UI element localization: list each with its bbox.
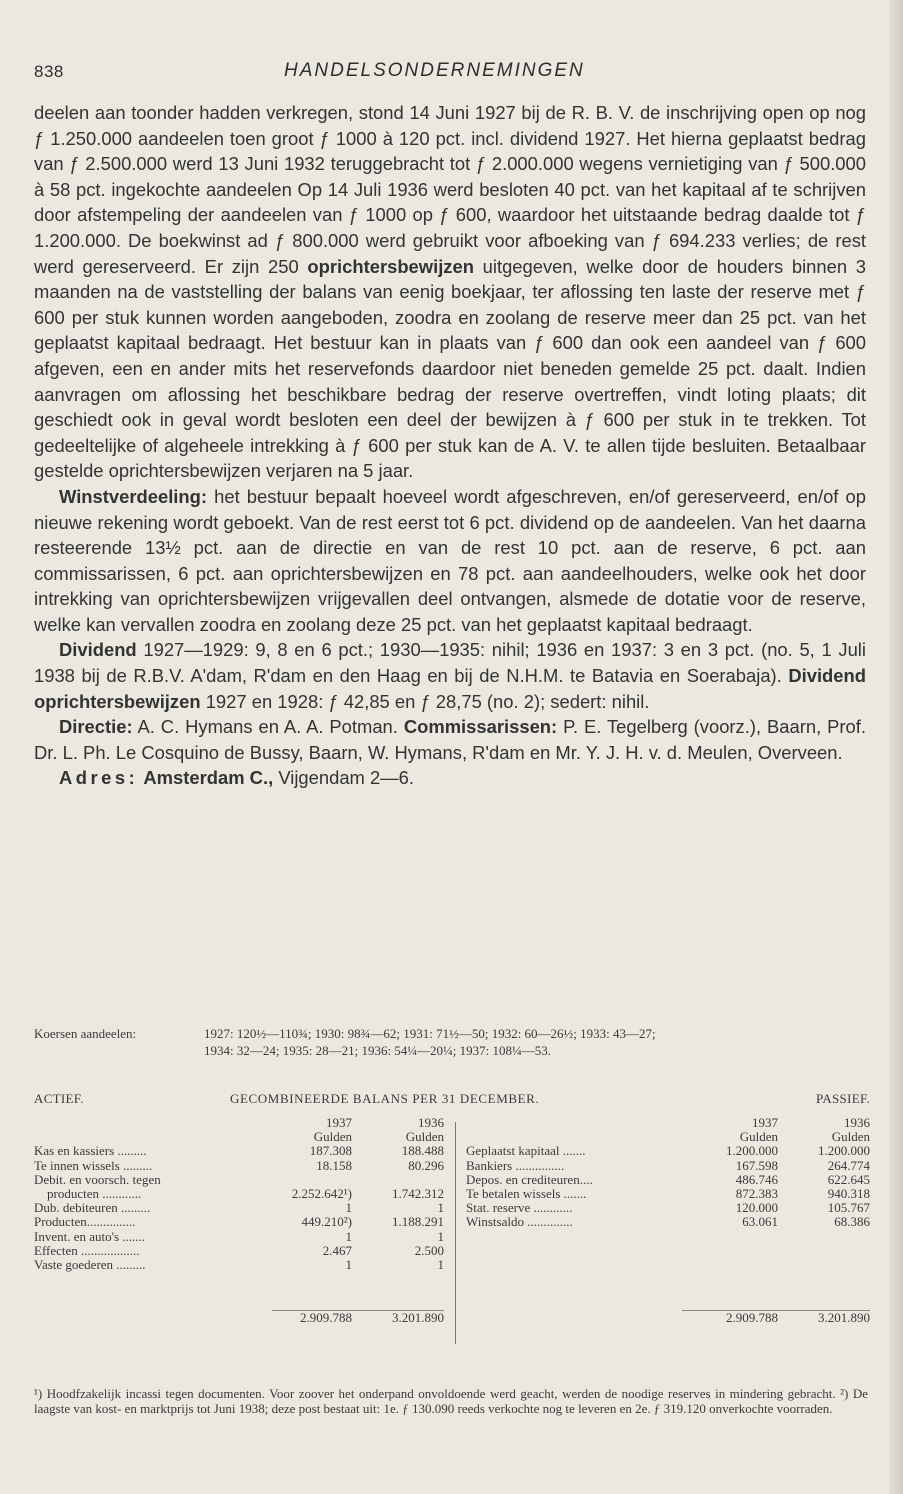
- share-prices-line-1: 1927: 120½—110¾; 1930: 98¾—62; 1931: 71½—50; 1932: 60—26½; 1933: 43—27;: [204, 1026, 656, 1041]
- value-1937: 872.383: [735, 1186, 778, 1202]
- value-1936: 1: [437, 1200, 444, 1216]
- paragraph-capital: deelen aan toonder hadden verkregen, stond 14 Juni 1927 bij de R. B. V. de inschrijving open op nog ƒ 1.250.000 aandeelen toen groot ƒ 1000 à 120 pct. incl. dividend 1927. Het hierna geplaatst bedrag van ƒ 2.500.000 werd 13 Juni 1932 teruggebracht tot ƒ 2.000.000 wegens vernietiging van ƒ 500.000 à 58 pct. ingekochte aandeelen Op 14 Juli 1936 werd besloten 40 pct. van het kapitaal af te schrijven door afstempeling der aandeelen van ƒ 1000 op ƒ 600, waardoor het uitstaande bedrag daalde tot ƒ 1.200.000. De boekwinst ad ƒ 800.000 werd gebruikt voor afboeking van ƒ 694.233 verlies; de rest werd gereserveerd. Er zijn 250 oprichtersbewijzen uitgegeven, welke door de houders binnen 3 maanden na de vaststelling der balans van eenig boekjaar, ter aflossing ten laste der reserve met ƒ 600 per stuk kunnen worden aangeboden, zoodra en zoolang de reserve meer dan 25 pct. van het geplaatst kapitaal bedraagt. Het bestuur kan in plaats van ƒ 600 dan ook een aandeel van ƒ 600 afgeven, een en ander mits het reservefonds daardoor niet beneden gemelde 25 pct. daalt. Indien aanvragen om aflossing het beschikbare bedrag der reserve overtreffen, vindt loting plaats; dit geschiedt ook in geval wordt besloten een deel der bewijzen à ƒ 600 per stuk in te trekken. Tot gedeeltelijke of algeheele intrekking à ƒ 600 per stuk kan de A. V. te allen tijde besluiten. Betaalbaar gestelde oprichtersbewijzen verjaren na 5 jaar.: [34, 102, 866, 482]
- value-1937: 486.746: [735, 1171, 778, 1187]
- term-oprichtersbewijzen: oprichtersbewijzen: [307, 255, 474, 277]
- value-1936: 188.488: [401, 1143, 444, 1159]
- table-row: [34, 1159, 444, 1173]
- total-1937: 2.909.788: [682, 1310, 778, 1325]
- table-row: [34, 1173, 444, 1187]
- label-dividend: Dividend: [59, 639, 137, 661]
- year-header: 1936: [844, 1115, 870, 1130]
- unit-header: Gulden: [405, 1129, 444, 1145]
- share-prices: [34, 1025, 868, 1059]
- row-label: Winstsaldo ..............: [466, 1215, 573, 1230]
- table-row: [466, 1144, 870, 1158]
- paragraph-winstverdeeling: Winstverdeeling: het bestuur bepaalt hoeveel wordt afgeschreven, en/of gereserveerd, en/of op nieuwe rekening wordt geboekt. Van de rest eerst tot 6 pct. dividend op de aandeelen. Van het daarna resteerende 13½ pct. aan de directie en van de rest 10 pct. aan de reserve, 6 pct. aan commissarissen, 6 pct. aan oprichtersbewijzen en 78 pct. aan aandeelhouders, welke ook het door intrekking van oprichtersbewijzen vrijgevallen deel ontvangen, alsmede de dotatie voor de reserve, welke kan vervallen zoodra en zoolang deze 25 pct. van het geplaatst kapitaal bedraagt.: [34, 485, 866, 635]
- value-1937: [272, 1173, 352, 1187]
- value-1937: 63.061: [742, 1214, 778, 1230]
- row-label: Depos. en crediteuren....: [466, 1172, 593, 1187]
- share-prices-line-2: 1934: 32—24; 1935: 28—21; 1936: 54¼—20¼; 1937: 108¼—53.: [204, 1043, 552, 1058]
- value-1936: 2.500: [414, 1242, 444, 1258]
- article-body: [34, 100, 866, 791]
- value-1937: 1: [345, 1228, 352, 1244]
- value-1937: 1.200.000: [726, 1143, 778, 1159]
- balance-passief-label: PASSIEF.: [816, 1091, 870, 1106]
- balance-title-row: [34, 1092, 870, 1108]
- value-1937: 1: [345, 1257, 352, 1273]
- paragraph-dividend: Dividend 1927—1929: 9, 8 en 6 pct.; 1930—1935: nihil; 1936 en 1937: 3 en 3 pct. (no. 5, 1 Juli 1938 bij de R.B.V. A'dam, R'dam en den Haag en bij de N.H.M. te Batavia en Soerabaja). Dividend oprichtersbewijzen 1927 en 1928: ƒ 42,85 en ƒ 28,75 (no. 2); sedert: nihil.: [34, 639, 866, 712]
- value-1937: 187.308: [309, 1143, 352, 1159]
- year-header: 1937: [326, 1115, 352, 1130]
- value-1936: 68.386: [834, 1214, 870, 1230]
- unit-header: Gulden: [739, 1129, 778, 1145]
- value-1936: [352, 1173, 444, 1187]
- value-1937: 18.158: [316, 1157, 352, 1173]
- row-label: Producten...............: [34, 1215, 136, 1230]
- value-1936: 80.296: [408, 1157, 444, 1173]
- label-dividend-oprichtersbewijzen: Dividend oprichtersbewijzen: [34, 665, 866, 712]
- value-1936: 1.188.291: [392, 1214, 444, 1230]
- value-1936: 1: [437, 1228, 444, 1244]
- page-header: [34, 60, 868, 88]
- footnotes: ¹) Hoodfzakelijk incassi tegen documenten. Voor zoover het onderpand onvoldoende werd geacht, werden de noodige reserves in mindering gebracht. ²) De laagste van kost- en marktprijs tot Juni 1938; deze post bestaat uit: 1e. ƒ 130.090 reeds verkochte nog te leveren en 2e. ƒ 319.120 onverkochte voorraden.: [34, 1386, 868, 1416]
- row-label: Geplaatst kapitaal .......: [466, 1144, 586, 1159]
- table-row: [34, 1244, 444, 1258]
- total-1936: 3.201.890: [352, 1310, 444, 1325]
- value-1936: 1.200.000: [818, 1143, 870, 1159]
- table-row: [34, 1215, 444, 1229]
- table-row: [34, 1230, 444, 1244]
- row-label: Vaste goederen .........: [34, 1258, 146, 1273]
- value-1937: 2.252.642¹): [291, 1186, 352, 1202]
- value-1937: 167.598: [735, 1157, 778, 1173]
- label-commissarissen: Commissarissen:: [403, 716, 558, 738]
- value-1936: 1.742.312: [392, 1186, 444, 1202]
- row-label: Stat. reserve ............: [466, 1201, 573, 1216]
- table-row: [466, 1187, 870, 1201]
- row-label: Te innen wissels .........: [34, 1158, 153, 1173]
- liabilities-total-row: [466, 1310, 870, 1325]
- row-label: Invent. en auto's .......: [34, 1229, 146, 1244]
- value-1937: 2.467: [322, 1242, 352, 1258]
- table-row: [34, 1201, 444, 1215]
- paragraph-directie: Directie: A. C. Hymans en A. A. Potman. Commissarissen: P. E. Tegelberg (voorz.), Baarn, Prof. Dr. L. Ph. Le Cosquino de Bussy, Baarn, W. Hymans, R'dam en Mr. Y. J. H. v. d. Meulen, Overveen.: [34, 716, 866, 763]
- table-row: [34, 1187, 444, 1201]
- value-1937: 120.000: [735, 1200, 778, 1216]
- row-label: Debit. en voorsch. tegen: [34, 1172, 161, 1187]
- table-row: [466, 1159, 870, 1173]
- table-row: [466, 1173, 870, 1187]
- year-header: 1937: [752, 1115, 778, 1130]
- balance-sheet: [34, 1092, 870, 1352]
- label-adres: Adres:: [59, 767, 139, 789]
- balance-liabilities: [466, 1116, 870, 1230]
- paragraph-adres: Adres: Amsterdam C., Vijgendam 2—6.: [59, 767, 414, 789]
- value-1937: 1: [345, 1200, 352, 1216]
- table-row: [466, 1215, 870, 1229]
- value-1936: 105.767: [827, 1200, 870, 1216]
- table-row: [34, 1258, 444, 1272]
- label-directie: Directie:: [59, 716, 133, 738]
- total-1936: 3.201.890: [778, 1310, 870, 1325]
- value-1936: 264.774: [827, 1157, 870, 1173]
- share-prices-label: Koersen aandeelen:: [34, 1026, 137, 1041]
- table-row: [34, 1144, 444, 1158]
- unit-header: Gulden: [313, 1129, 352, 1145]
- balance-assets: [34, 1116, 444, 1272]
- unit-header: Gulden: [831, 1129, 870, 1145]
- row-label: Effecten ..................: [34, 1243, 140, 1258]
- label-winstverdeeling: Winstverdeeling:: [59, 485, 208, 507]
- row-label: Te betalen wissels .......: [466, 1187, 587, 1202]
- running-head: HANDELSONDERNEMINGEN: [284, 60, 585, 81]
- table-row: [466, 1201, 870, 1215]
- value-1936: 622.645: [827, 1171, 870, 1187]
- value-1936: 1: [437, 1257, 444, 1273]
- year-header: 1936: [418, 1115, 444, 1130]
- row-label: producten ............: [34, 1187, 142, 1202]
- row-label: Kas en kassiers .........: [34, 1144, 147, 1159]
- balance-actief-label: ACTIEF.: [34, 1091, 84, 1106]
- balance-divider: [455, 1122, 456, 1344]
- page-number: 838: [34, 62, 64, 81]
- row-label: Bankiers ...............: [466, 1158, 565, 1173]
- value-1936: 940.318: [827, 1186, 870, 1202]
- row-label: Dub. debiteuren .........: [34, 1201, 151, 1216]
- address-city: Amsterdam C.,: [143, 767, 274, 789]
- assets-total-row: [34, 1310, 444, 1325]
- value-1937: 449.210²): [301, 1214, 352, 1230]
- balance-title: GECOMBINEERDE BALANS PER 31 DECEMBER.: [230, 1091, 540, 1106]
- page-edge: [889, 0, 903, 1494]
- total-1937: 2.909.788: [272, 1310, 352, 1325]
